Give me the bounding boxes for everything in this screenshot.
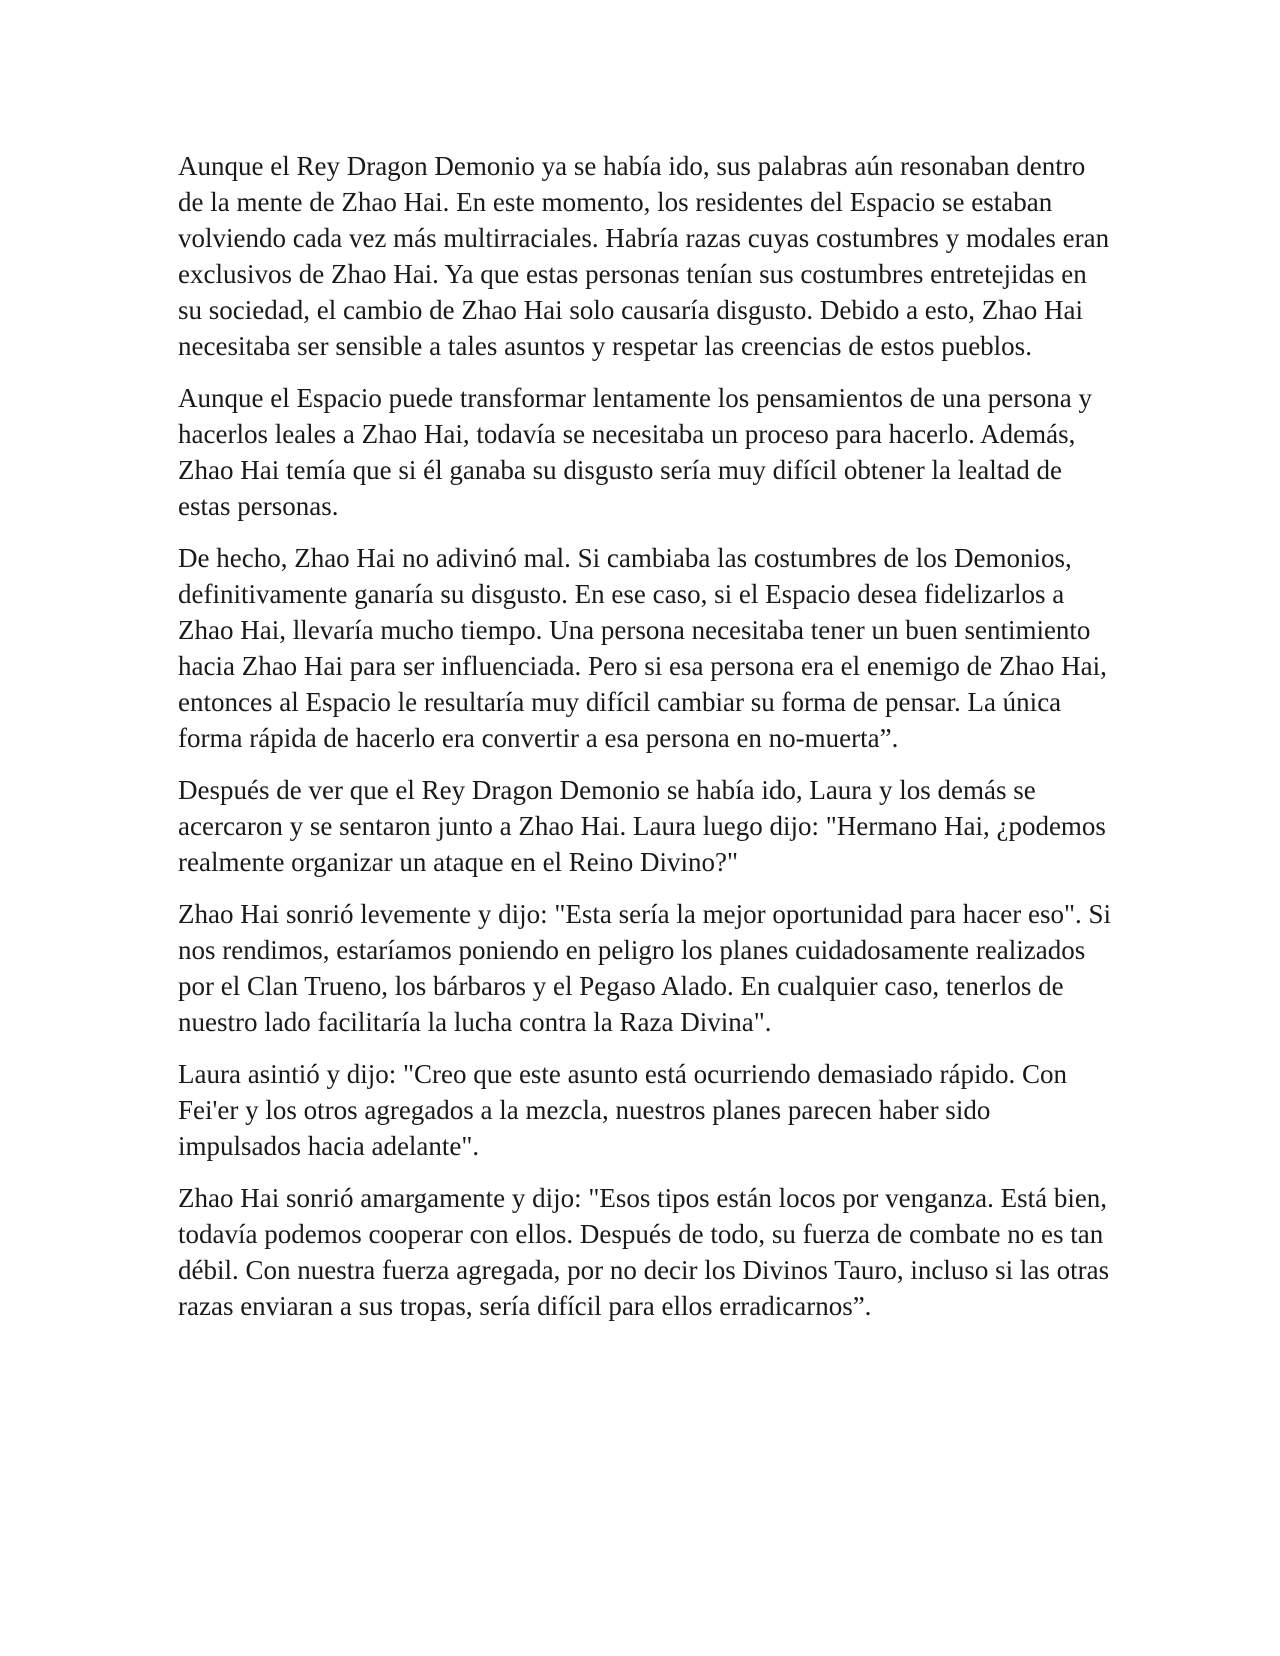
- paragraph-4: Después de ver que el Rey Dragon Demonio se había ido, Laura y los demás se acercaron y se sentaron junto a Zhao Hai. Laura luego dijo: "Hermano Hai, ¿podemos realmente organizar un ataque en el Reino Divino?": [178, 775, 1106, 877]
- paragraph-3: De hecho, Zhao Hai no adivinó mal. Si cambiaba las costumbres de los Demonios, definitivamente ganaría su disgusto. En ese caso, si el Espacio desea fidelizarlos a Zhao Hai, llevaría mucho tiempo. Una persona necesitaba tener un buen sentimiento hacia Zhao Hai para ser influenciada. Pero si esa persona era el enemigo de Zhao Hai, entonces al Espacio le resultaría muy difícil cambiar su forma de pensar. La única forma rápida de hacerlo era convertir a esa persona en no-muerta”.: [178, 543, 1107, 753]
- paragraph-1: Aunque el Rey Dragon Demonio ya se había ido, sus palabras aún resonaban dentro de la mente de Zhao Hai. En este momento, los residentes del Espacio se estaban volviendo cada vez más multirraciales. Habría razas cuyas costumbres y modales eran exclusivos de Zhao Hai. Ya que estas personas tenían sus costumbres entretejidas en su sociedad, el cambio de Zhao Hai solo causaría disgusto. Debido a esto, Zhao Hai necesitaba ser sensible a tales asuntos y respetar las creencias de estos pueblos.: [178, 151, 1110, 361]
- paragraph-7: Zhao Hai sonrió amargamente y dijo: "Esos tipos están locos por venganza. Está bien, todavía podemos cooperar con ellos. Después de todo, su fuerza de combate no es tan débil. Con nuestra fuerza agregada, por no decir los Divinos Tauro, incluso si las otras razas enviaran a sus tropas, sería difícil para ellos erradicarnos”.: [178, 1183, 1110, 1321]
- paragraph-5: Zhao Hai sonrió levemente y dijo: "Esta sería la mejor oportunidad para hacer eso". Si nos rendimos, estaríamos poniendo en peligro los planes cuidadosamente realizados por el Clan Trueno, los bárbaros y el Pegaso Alado. En cualquier caso, tenerlos de nuestro lado facilitaría la lucha contra la Raza Divina".: [178, 899, 1112, 1037]
- document-body: [178, 148, 1113, 1340]
- paragraph-6: Laura asintió y dijo: "Creo que este asunto está ocurriendo demasiado rápido. Con Fei'er y los otros agregados a la mezcla, nuestros planes parecen haber sido impulsados hacia adelante".: [178, 1059, 1068, 1161]
- paragraph-2: Aunque el Espacio puede transformar lentamente los pensamientos de una persona y hacerlos leales a Zhao Hai, todavía se necesitaba un proceso para hacerlo. Además, Zhao Hai temía que si él ganaba su disgusto sería muy difícil obtener la lealtad de estas personas.: [178, 383, 1092, 521]
